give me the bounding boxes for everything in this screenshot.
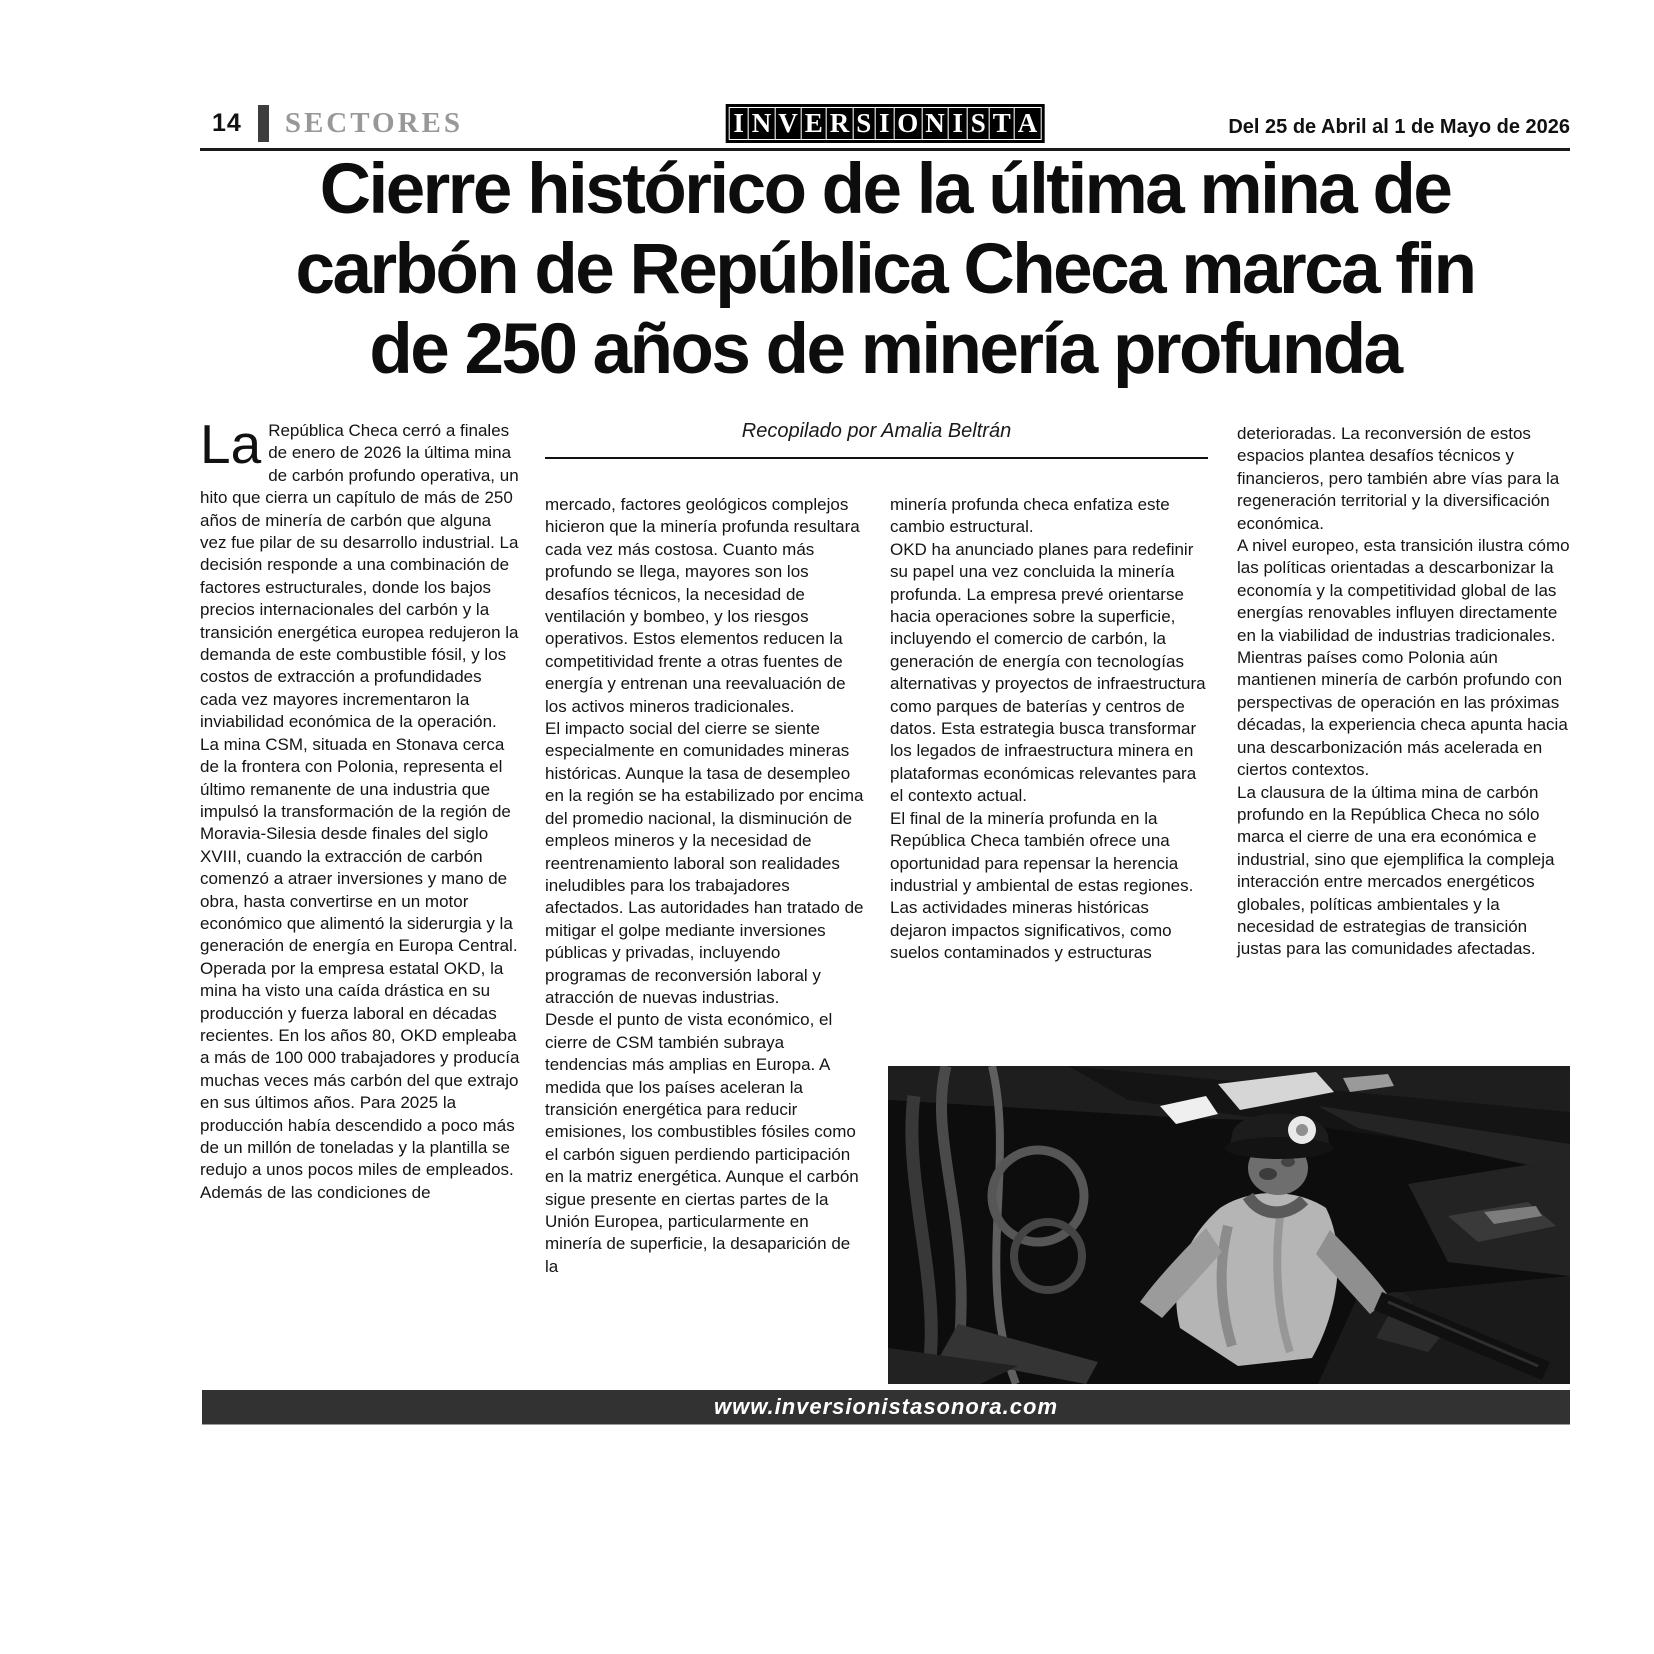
- article-paragraph: El final de la minería profunda en la República Checa también ofrece una oportunidad para repensar la herencia industrial y ambiental de estas regiones. Las actividades mineras históricas dejaron impactos significativos, como suelos contaminados y estructuras: [890, 808, 1194, 963]
- article-paragraph: OKD ha anunciado planes para redefinir su papel una vez concluida la minería profunda. La empresa prevé orientarse hacia operaciones sobre la superficie, incluyendo el comercio de carbón, la generación de energía con tecnologías alternativas y proyectos de infraestructura como parques de baterías y centros de datos. Esta estrategia busca transformar los legados de infraestructura minera en plataformas económicas relevantes para el contexto actual.: [890, 539, 1206, 806]
- article-paragraph: La República Checa cerró a finales de enero de 2026 la última mina de carbón profundo operativa, un hito que cierra un capítulo de más de 250 años de minería de carbón que alguna vez fue pilar de su desarrollo industrial. La decisión responde a una combinación de factores estructurales, donde los bajos precios internacionales del carbón y la transición energética europea redujeron la demanda de este combustible fósil, y los costos de extracción a profundidades cada vez mayores incrementaron la inviabilidad económica de la operación.: [200, 413, 519, 732]
- header-left: [212, 105, 463, 142]
- headline-line: carbón de República Checa marca fin: [295, 230, 1475, 309]
- article-paragraph: mercado, factores geológicos complejos hicieron que la minería profunda resultara cada vez más costosa. Cuanto más profundo se llega, mayores son los desafíos técnicos, la necesidad de ventilación y bombeo, y los riesgos operativos. Estos elementos reducen la competitividad frente a otras fuentes de energía y entrenan una reevaluación de los activos mineros tradicionales.: [545, 495, 860, 716]
- article-photo: [888, 1066, 1570, 1384]
- page-header: [200, 96, 1570, 151]
- article-paragraph: minería profunda checa enfatiza este cambio estructural.: [890, 495, 1170, 537]
- masthead-letter: N: [748, 107, 776, 140]
- article-paragraph: Además de las condiciones de: [200, 1182, 431, 1202]
- footer-bar: [202, 1390, 1570, 1424]
- masthead-letter: I: [948, 107, 968, 140]
- page-number: 14: [212, 109, 242, 137]
- article-paragraph: Operada por la empresa estatal OKD, la mina ha visto una caída drástica en su producción y fuerza laboral en décadas recientes. En los años 80, OKD empleaba a más de 100 000 trabajadores y producía muchas veces más carbón del que extrajo en sus últimos años. Para 2025 la producción había descendido a poco más de un millón de toneladas y la plantilla se redujo a unos pocos miles de empleados.: [200, 958, 520, 1180]
- masthead-letter: O: [893, 107, 922, 140]
- article-column-1: [200, 413, 520, 1204]
- masthead-letter: T: [989, 107, 1015, 140]
- headline: [200, 150, 1570, 390]
- article-column-4: [1237, 423, 1570, 961]
- article-paragraph: El impacto social del cierre se siente especialmente en comunidades mineras históricas. Aunque la tasa de desempleo en la región se ha estabilizado por encima del promedio nacional, la disminución de empleos mineros y la necesidad de reentrenamiento laboral son realidades ineludibles para los trabajadores afectados. Las autoridades han tratado de mitigar el golpe mediante inversiones públicas y privadas, incluyendo programas de reconversión laboral y atracción de nuevas industrias.: [545, 719, 864, 1007]
- masthead-letter: S: [852, 107, 875, 140]
- drop-cap: La: [200, 413, 262, 475]
- headline-line: de 250 años de minería profunda: [369, 310, 1401, 389]
- article-paragraph: deterioradas. La reconversión de estos espacios plantea desafíos técnicos y financieros, pero también abre vías para la regeneración territorial y la diversificación económica.: [1237, 424, 1560, 533]
- article-paragraph: La mina CSM, situada en Stonava cerca de la frontera con Polonia, representa el último remanente de una industria que impulsó la transformación de la región de Moravia-Silesia desde finales del siglo XVIII, cuando la extracción de carbón comenzó a atraer inversiones y mano de obra, hasta convertirse en un motor económico que alimentó la siderurgia y la generación de energía en Europa Central.: [200, 734, 518, 956]
- miner-photo-illustration: [888, 1066, 1570, 1384]
- section-divider-bar: [258, 105, 269, 142]
- masthead-letter: E: [801, 107, 827, 140]
- section-title: SECTORES: [284, 107, 464, 139]
- article-paragraph: A nivel europeo, esta transición ilustra cómo las políticas orientadas a descarbonizar la economía y la competitividad global de las energías renovables influyen directamente en la viabilidad de industrias tradicionales. Mientras países como Polonia aún mantienen minería de carbón profundo con perspectivas de operación en las próximas décadas, la experiencia checa apunta hacia una descarbonización más acelerada en ciertos contextos.: [1237, 536, 1570, 780]
- article-column-2: [545, 494, 865, 1278]
- headline-line: Cierre histórico de la última mina de: [319, 150, 1451, 229]
- masthead-letter: S: [967, 107, 990, 140]
- masthead-letter: V: [774, 107, 802, 140]
- article-paragraph: Desde el punto de vista económico, el cierre de CSM también subraya tendencias más amplias en Europa. A medida que los países aceleran la transición energética para reducir emisiones, los combustibles fósiles como el carbón siguen perdiendo participación en la matriz energética. Aunque el carbón sigue presente en ciertas partes de la Unión Europea, particularmente en minería de superficie, la desaparición de la: [545, 1010, 859, 1276]
- byline: Recopilado por Amalia Beltrán: [545, 420, 1208, 459]
- article-paragraph: La clausura de la última mina de carbón profundo en la República Checa no sólo marca el cierre de una era económica e industrial, sino que ejemplifica la compleja interacción entre mercados energéticos globales, políticas ambientales y la necesidad de estrategias de transición justas para las comunidades afectadas.: [1237, 782, 1555, 959]
- masthead-letter: I: [874, 107, 894, 140]
- masthead: [726, 104, 1045, 143]
- article-column-3: [890, 494, 1208, 965]
- edition-date: Del 25 de Abril al 1 de Mayo de 2026: [1228, 116, 1570, 138]
- masthead-letter: I: [729, 107, 749, 140]
- masthead-letter: N: [921, 107, 949, 140]
- masthead-letter: A: [1014, 107, 1042, 140]
- footer-url: www.inversionistasonora.com: [713, 1394, 1059, 1419]
- masthead-letter: R: [826, 107, 854, 140]
